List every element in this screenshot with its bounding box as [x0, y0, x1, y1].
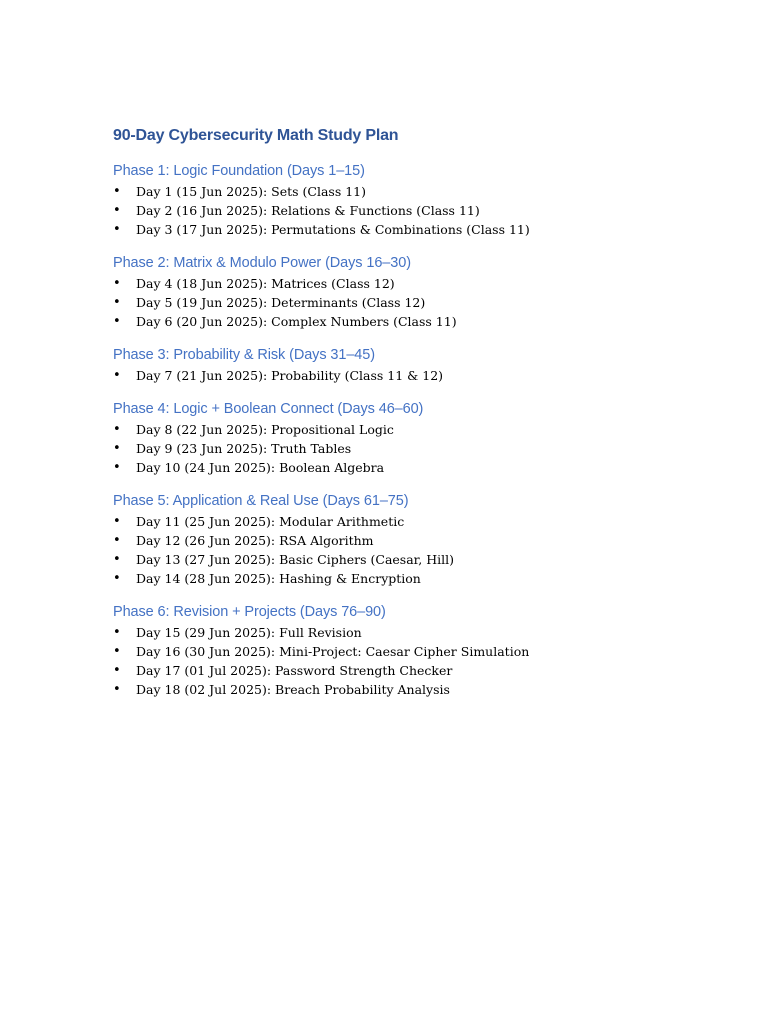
day-list [113, 512, 713, 588]
day-entry-text: Day 11 (25 Jun 2025): Modular Arithmetic [136, 514, 405, 529]
phase-heading: Phase 6: Revision + Projects (Days 76–90) [113, 604, 386, 620]
bullet-icon: • [113, 184, 121, 199]
phase-section [113, 491, 713, 588]
day-entry-text: Day 8 (22 Jun 2025): Propositional Logic [136, 422, 394, 437]
bullet-icon: • [113, 663, 121, 678]
phase-heading: Phase 4: Logic + Boolean Connect (Days 46–60) [113, 401, 424, 417]
phase-section [113, 161, 713, 239]
bullet-icon: • [113, 276, 121, 291]
day-list [113, 182, 713, 239]
bullet-icon: • [113, 552, 121, 567]
bullet-icon: • [113, 314, 121, 329]
day-list-item [113, 642, 713, 661]
day-entry-text: Day 4 (18 Jun 2025): Matrices (Class 12) [136, 276, 395, 291]
phase-section [113, 253, 713, 331]
phase-section [113, 602, 713, 699]
day-entry-text: Day 18 (02 Jul 2025): Breach Probability Analysis [136, 682, 450, 697]
bullet-icon: • [113, 460, 121, 475]
bullet-icon: • [113, 203, 121, 218]
day-entry-text: Day 16 (30 Jun 2025): Mini-Project: Caesar Cipher Simulation [136, 644, 530, 659]
bullet-icon: • [113, 368, 121, 383]
day-list-item [113, 312, 713, 331]
bullet-icon: • [113, 422, 121, 437]
day-list-item [113, 420, 713, 439]
bullet-icon: • [113, 682, 121, 697]
phase-heading: Phase 1: Logic Foundation (Days 1–15) [113, 163, 365, 179]
day-list [113, 274, 713, 331]
day-list-item [113, 201, 713, 220]
day-entry-text: Day 14 (28 Jun 2025): Hashing & Encryption [136, 571, 421, 586]
day-entry-text: Day 1 (15 Jun 2025): Sets (Class 11) [136, 184, 366, 199]
day-list [113, 366, 713, 385]
day-list [113, 420, 713, 477]
day-list-item [113, 623, 713, 642]
day-list-item [113, 274, 713, 293]
day-list-item [113, 512, 713, 531]
day-list-item [113, 661, 713, 680]
bullet-icon: • [113, 625, 121, 640]
day-list-item [113, 293, 713, 312]
bullet-icon: • [113, 441, 121, 456]
day-list-item [113, 531, 713, 550]
phase-section [113, 399, 713, 477]
day-list-item [113, 182, 713, 201]
day-entry-text: Day 6 (20 Jun 2025): Complex Numbers (Class 11) [136, 314, 457, 329]
day-entry-text: Day 13 (27 Jun 2025): Basic Ciphers (Caesar, Hill) [136, 552, 454, 567]
day-entry-text: Day 15 (29 Jun 2025): Full Revision [136, 625, 362, 640]
bullet-icon: • [113, 514, 121, 529]
day-entry-text: Day 9 (23 Jun 2025): Truth Tables [136, 441, 352, 456]
day-list-item [113, 550, 713, 569]
day-list-item [113, 439, 713, 458]
day-entry-text: Day 3 (17 Jun 2025): Permutations & Combinations (Class 11) [136, 222, 530, 237]
phase-sections [113, 161, 713, 699]
phase-section [113, 345, 713, 385]
day-list-item [113, 569, 713, 588]
day-entry-text: Day 2 (16 Jun 2025): Relations & Functions (Class 11) [136, 203, 480, 218]
day-list-item [113, 220, 713, 239]
bullet-icon: • [113, 644, 121, 659]
day-list-item [113, 680, 713, 699]
day-entry-text: Day 5 (19 Jun 2025): Determinants (Class 12) [136, 295, 426, 310]
phase-heading: Phase 2: Matrix & Modulo Power (Days 16–30) [113, 255, 411, 271]
day-entry-text: Day 12 (26 Jun 2025): RSA Algorithm [136, 533, 374, 548]
document-body [113, 124, 713, 699]
day-list-item [113, 366, 713, 385]
phase-heading: Phase 5: Application & Real Use (Days 61–75) [113, 493, 409, 509]
document-title: 90-Day Cybersecurity Math Study Plan [113, 127, 399, 144]
bullet-icon: • [113, 571, 121, 586]
day-list [113, 623, 713, 699]
bullet-icon: • [113, 295, 121, 310]
bullet-icon: • [113, 533, 121, 548]
phase-heading: Phase 3: Probability & Risk (Days 31–45) [113, 347, 375, 363]
day-entry-text: Day 7 (21 Jun 2025): Probability (Class 11 & 12) [136, 368, 444, 383]
day-entry-text: Day 17 (01 Jul 2025): Password Strength Checker [136, 663, 453, 678]
day-list-item [113, 458, 713, 477]
bullet-icon: • [113, 222, 121, 237]
day-entry-text: Day 10 (24 Jun 2025): Boolean Algebra [136, 460, 385, 475]
